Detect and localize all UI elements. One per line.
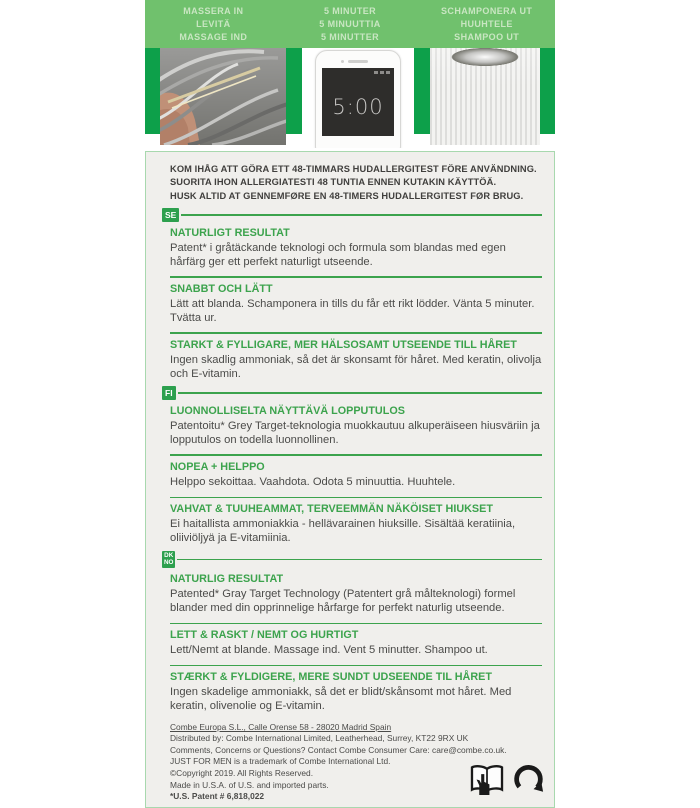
patent-number: *U.S. Patent # 6,818,022 [170, 791, 265, 802]
section-dkno-natural [170, 573, 542, 615]
hair-massage-photo [160, 48, 286, 145]
language-divider-fi [162, 386, 542, 400]
step-line: 5 MINUTER [323, 6, 377, 16]
photo-row [145, 48, 555, 148]
badge-line-dk: DK [164, 552, 174, 560]
step-massage [145, 0, 282, 48]
footer-line: Comments, Concerns or Questions? Contact Combe Consumer Care: care@combe.co.uk. [170, 744, 507, 755]
section-dkno-fast [170, 629, 542, 658]
steps-header [145, 0, 555, 48]
step-line: MASSERA IN [183, 6, 244, 16]
certification-icons [468, 764, 544, 795]
section-heading: LUONNOLLISELTA NÄYTTÄVÄ LOPPUTULOS [170, 404, 405, 417]
warning-line-se: KOM IHÅG ATT GÖRA ETT 48-TIMMARS HUDALLERGITEST FÖRE ANVÄNDNING. [170, 164, 537, 174]
divider-line [170, 332, 542, 334]
language-badge-dkno [162, 551, 175, 568]
divider-line [170, 497, 542, 499]
section-heading: NATURLIGT RESULTAT [170, 226, 290, 239]
phone-status-icons [374, 71, 390, 74]
section-heading: LETT & RASKT / NEMT OG HURTIGT [170, 629, 359, 641]
footer-line: ©Copyright 2019. All Rights Reserved. [170, 768, 314, 779]
shower-rinse-photo [430, 48, 540, 145]
section-fi-fast [170, 461, 542, 490]
section-body: Patent* i gråtäckande teknologi och formula som blandas med egen hårfärg ger ett perfekt naturligt utseende. [170, 241, 506, 268]
language-divider-dkno [162, 551, 542, 568]
step-rinse [418, 0, 555, 48]
section-heading: SNABBT OCH LÄTT [170, 282, 273, 295]
step-line: HUUHTELE [460, 19, 513, 30]
section-body: Patented* Gray Target Technology (Patentert grå målteknologi) formel blander med din opprinnelige hårfarge for perfekt naturlig utseende. [170, 587, 516, 614]
section-body: Lätt att blanda. Schamponera in tills du får ett rikt lödder. Vänta 5 minuter. Tvätta ur. [170, 297, 535, 324]
language-badge-se: SE [162, 208, 179, 222]
hair-illustration [160, 48, 286, 145]
step-wait [282, 0, 419, 48]
divider-line [178, 392, 542, 394]
section-body: Ingen skadelige ammoniakk, så det er blidt/skånsomt mot håret. Med keratin, olivenolie og E-vitamin. [170, 686, 512, 712]
refer-to-leaflet-icon [468, 764, 506, 795]
divider-line [170, 665, 542, 667]
company-address: Combe Europa S.L., Calle Orense 58 - 28020 Madrid Spain [170, 721, 392, 732]
section-heading: STARKT & FYLLIGARE, MER HÄLSOSAMT UTSEENDE TILL HÅRET [170, 338, 517, 351]
timer-phone-photo [302, 48, 414, 148]
section-dkno-strong [170, 671, 542, 713]
divider-line [170, 276, 542, 278]
section-body: Patentoitu* Grey Target-teknologia muokkautuu alkuperäiseen hiusväriin ja lopputulos on todella luonnollinen. [170, 419, 540, 446]
language-badge-fi: FI [162, 386, 176, 400]
section-se-strong [170, 339, 542, 381]
step-line: SHAMPOO UT [454, 32, 520, 43]
phone-camera-dot [341, 60, 344, 63]
section-body: Ingen skadlig ammoniak, så det är skonsamt för håret. Med keratin, olivolja och E-vitamin. [170, 353, 542, 380]
footer-line: JUST FOR MEN is a trademark of Combe International Ltd. [170, 756, 391, 767]
green-bar [286, 48, 302, 134]
language-divider-se [162, 208, 542, 222]
step-line: 5 MINUUTTIA [319, 19, 381, 30]
section-body: Ei haitallista ammoniakkia - hellävarainen hiuksille. Sisältää keratiinia, oliiviöljyä ja E-vitamiinia. [170, 518, 516, 544]
section-fi-natural [170, 405, 542, 447]
step-line: LEVITÄ [196, 19, 231, 30]
step-line: SCHAMPONERA UT [441, 6, 533, 16]
divider-line [181, 214, 542, 216]
section-heading: NATURLIG RESULTAT [170, 573, 284, 586]
section-heading: NOPEA + HELPPO [170, 460, 265, 473]
section-heading: VAHVAT & TUUHEAMMAT, TERVEEMMÄN NÄKÖISET HIUKSET [170, 503, 493, 516]
green-dot-recycling-icon [513, 764, 544, 795]
green-bar [145, 48, 160, 134]
timer-readout: 5:00 [332, 95, 384, 119]
warning-line-dk: HUSK ALTID AT GENNEMFØRE EN 48-TIMERS HUDALLERGITEST FØR BRUG. [170, 190, 524, 201]
warning-line-fi: SUORITA IHON ALLERGIATESTI 48 TUNTIA ENNEN KUTAKIN KÄYTTÖÄ. [170, 177, 497, 188]
section-body: Lett/Nemt at blande. Massage ind. Vent 5 minutter. Shampoo ut. [170, 643, 488, 656]
step-line: 5 MINUTTER [321, 32, 379, 43]
info-panel [145, 151, 555, 808]
phone-body [315, 50, 401, 148]
section-se-fast [170, 283, 542, 325]
footer-line: Made in U.S.A. of U.S. and imported parts. [170, 779, 329, 790]
section-fi-strong [170, 503, 542, 545]
footer-line: Distributed by: Combe International Limited, Leatherhead, Surrey, KT22 9RX UK [170, 733, 469, 744]
section-heading: STÆRKT & FYLDIGERE, MERE SUNDT UDSEENDE TIL HÅRET [170, 671, 492, 684]
green-bar [414, 48, 430, 134]
green-bar [540, 48, 555, 134]
allergy-warning [170, 163, 542, 203]
phone-speaker [348, 60, 368, 63]
package-back-panel [145, 0, 555, 808]
divider-line [170, 454, 542, 456]
section-body: Helppo sekoittaa. Vaahdota. Odota 5 minuuttia. Huuhtele. [170, 475, 456, 488]
divider-line [170, 623, 542, 625]
step-line: MASSAGE IND [179, 32, 248, 43]
badge-line-no: NO [164, 559, 174, 567]
divider-line [177, 559, 542, 561]
phone-screen [322, 68, 394, 136]
section-se-natural [170, 227, 542, 269]
